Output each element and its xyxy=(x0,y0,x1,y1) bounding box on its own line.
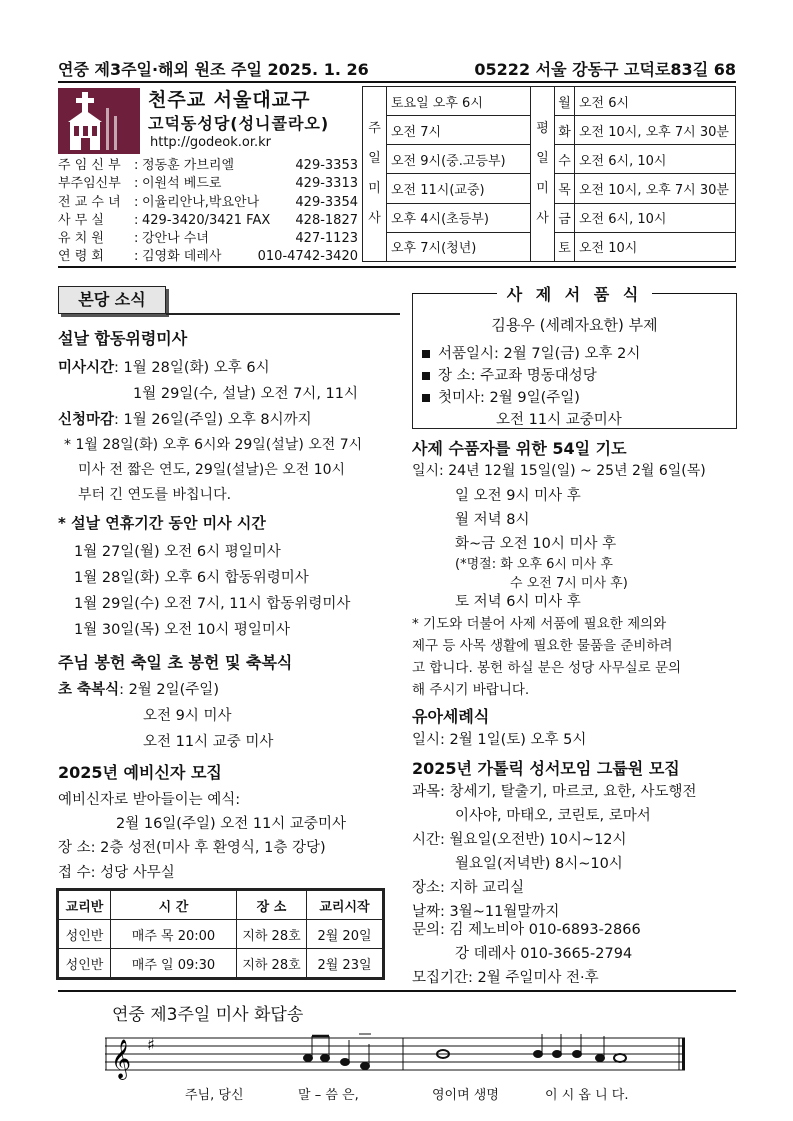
weekday: 월 xyxy=(555,87,575,116)
bible-contact2: 강 데레사 010-3665-2794 xyxy=(455,946,633,962)
prayer-line: 화~금 오전 10시 미사 후 xyxy=(455,536,617,552)
table-cell: 성인반 xyxy=(59,920,111,949)
lyric: 영이며 생명 xyxy=(432,1088,499,1103)
catechumen-title: 2025년 예비신자 모집 xyxy=(58,763,222,782)
bullet-icon xyxy=(422,372,430,380)
offering-line3: 오전 11시 교중 미사 xyxy=(143,734,274,750)
staff-role: 연 령 회 xyxy=(58,249,104,265)
ordination-title: 사 제 서 품 식 xyxy=(412,282,737,305)
bible-period: 모집기간: 2월 주일미사 전·후 xyxy=(412,970,599,986)
lunar-mass-time1: 미사시간: 1월 28일(화) 오후 6시 xyxy=(58,360,270,376)
sunday-mass-label: 주 일 미 사 xyxy=(363,87,387,262)
table-header: 시 간 xyxy=(111,891,237,920)
staff-row: 사 무 실 : 429-3420/3421 FAX 428-1827 xyxy=(58,212,358,230)
offering-line2: 오전 9시 미사 xyxy=(143,708,232,724)
staff-tel: 010-4742-3420 xyxy=(257,249,358,265)
table-header-row xyxy=(59,891,383,920)
weekday-mass-time: 오전 6시, 10시 xyxy=(575,203,736,232)
prayer-line: 월 저녁 8시 xyxy=(455,512,530,528)
staff-tel: 427-1123 xyxy=(295,231,358,247)
staff-list xyxy=(58,157,358,267)
staff-name: 강안나 수녀 xyxy=(142,231,209,247)
ordination-candidate: 김용우 (세례자요한) 부제 xyxy=(491,316,658,334)
staff-row: 주 임 신 부 : 정동훈 가브리엘 429-3353 xyxy=(58,157,358,175)
staff-row: 부주임신부 : 이원석 베드로 429-3313 xyxy=(58,175,358,193)
psalm-title: 연중 제3주일 미사 화답송 xyxy=(112,1005,304,1025)
staff-row: 연 령 회 : 김영화 데레사 010-4742-3420 xyxy=(58,248,358,266)
prayer-note: 해 주시기 바랍니다. xyxy=(412,682,530,698)
staff-name: 김영화 데레사 xyxy=(142,249,222,265)
weekday: 수 xyxy=(555,145,575,174)
footer-divider xyxy=(58,990,736,992)
staff-name: 이원석 베드로 xyxy=(142,176,222,192)
section-underline xyxy=(166,313,400,315)
bible-contact1: 문의: 김 제노비아 010-6893-2866 xyxy=(412,922,641,938)
bible-course2: 이사야, 마태오, 코린토, 로마서 xyxy=(455,808,651,824)
staff-tel: 428-1827 xyxy=(295,212,358,228)
bullet-icon xyxy=(422,350,430,358)
parish-name-line1: 천주교 서울대교구 xyxy=(148,89,311,111)
prayer-line: 일시: 24년 12월 15일(일) ~ 25년 2월 6일(목) xyxy=(412,463,706,479)
lyric: 이 시 옵 니 다. xyxy=(545,1088,629,1103)
bible-title: 2025년 가톨릭 성서모임 그룹원 모집 xyxy=(412,759,680,778)
infant-baptism-title: 유아세례식 xyxy=(412,707,490,726)
sunday-mass-time: 오전 7시 xyxy=(387,116,531,145)
sunday-mass-time: 오후 7시(청년) xyxy=(387,232,531,261)
bible-time2: 월요일(저녁반) 8시~10시 xyxy=(455,856,623,872)
staff-role: 부주임신부 xyxy=(58,176,121,192)
svg-text:♯: ♯ xyxy=(147,1035,155,1054)
music-staff xyxy=(105,1030,690,1084)
date-line: 연중 제3주일·해외 원조 주일 2025. 1. 26 xyxy=(58,59,369,79)
bible-time1: 시간: 월요일(오전반) 10시~12시 xyxy=(412,832,627,848)
weekday-mass-time: 오전 10시, 오후 7시 30분 xyxy=(575,174,736,203)
prayer-note: 고 합니다. 봉헌 하실 분은 성당 사무실로 문의 xyxy=(412,660,682,676)
weekday: 목 xyxy=(555,174,575,203)
staff-role: 사 무 실 xyxy=(58,212,104,228)
lunar-mass-time2: 1월 29일(수, 설날) 오전 7시, 11시 xyxy=(133,386,358,402)
class-schedule-table xyxy=(58,890,383,978)
prayer-note: 제구 등 사목 생활에 필요한 물품을 준비하려 xyxy=(412,638,673,654)
holiday-item: 1월 30일(목) 오전 10시 평일미사 xyxy=(74,622,290,638)
offering-line1: 초 축복식: 2월 2일(주일) xyxy=(58,682,219,698)
weekday-mass-time: 오전 6시, 10시 xyxy=(575,145,736,174)
prayer-note: * 기도와 더불어 사제 서품에 필요한 제의와 xyxy=(412,616,667,632)
catechumen-line1: 예비신자로 받아들이는 예식: xyxy=(58,792,241,808)
lyric: 주님, 당신 xyxy=(185,1088,244,1103)
prayer-line: 토 저녁 6시 미사 후 xyxy=(455,594,581,610)
mass-schedule-table xyxy=(362,86,736,262)
header-line xyxy=(58,55,736,81)
staff-tel: 429-3354 xyxy=(295,194,358,210)
staff-row: 전 교 수 녀 : 이율리안나,박요안나 429-3354 xyxy=(58,194,358,212)
section-title: 본당 소식 xyxy=(58,286,166,314)
weekday: 화 xyxy=(555,116,575,145)
lunar-mass-title: 설날 합동위령미사 xyxy=(58,329,188,348)
prayer-title: 사제 수품자를 위한 54일 기도 xyxy=(412,439,627,458)
sunday-mass-time: 오전 9시(중.고등부) xyxy=(387,145,531,174)
lunar-note1: * 1월 28일(화) 오후 6시와 29일(설날) 오전 7시 xyxy=(64,437,363,453)
table-cell: 지하 28호 xyxy=(237,920,307,949)
lunar-deadline: 신청마감: 1월 26일(주일) 오후 8시까지 xyxy=(58,412,312,428)
staff-role: 주 임 신 부 xyxy=(58,158,121,173)
church-logo-icon xyxy=(58,88,140,154)
weekday-mass-time: 오전 6시 xyxy=(575,87,736,116)
table-cell: 2월 23일 xyxy=(307,949,383,978)
weekday-mass-time: 오전 10시, 오후 7시 30분 xyxy=(575,116,736,145)
ordination-first-mass-time: 오전 11시 교중미사 xyxy=(496,412,622,428)
ordination-item: 첫미사: 2월 9일(주일) xyxy=(422,386,580,407)
staff-name: 429-3420/3421 FAX xyxy=(142,212,271,228)
sunday-mass-time: 오전 11시(교중) xyxy=(387,174,531,203)
sunday-mass-time: 토요일 오후 6시 xyxy=(387,87,531,116)
prayer-line: 수 오전 7시 미사 후) xyxy=(510,576,628,591)
table-row xyxy=(59,949,383,978)
prayer-line: (*명절: 화 오후 6시 미사 후 xyxy=(455,557,613,572)
parish-url[interactable]: http://godeok.or.kr xyxy=(150,135,272,150)
parish-name xyxy=(148,88,358,136)
offering-title: 주님 봉헌 축일 초 봉헌 및 축복식 xyxy=(58,653,293,672)
table-cell: 매주 일 09:30 xyxy=(111,949,237,978)
ordination-item: 서품일시: 2월 7일(금) 오후 2시 xyxy=(422,342,640,363)
prayer-line: 일 오전 9시 미사 후 xyxy=(455,488,581,504)
holiday-item: 1월 28일(화) 오후 6시 합동위령미사 xyxy=(74,570,309,586)
lunar-note3: 부터 긴 연도를 바칩니다. xyxy=(78,487,232,503)
weekday: 금 xyxy=(555,203,575,232)
weekday: 토 xyxy=(555,232,575,261)
lunar-note2: 미사 전 짧은 연도, 29일(설날)은 오전 10시 xyxy=(78,462,346,478)
staff-tel: 429-3353 xyxy=(295,158,358,173)
holiday-title: * 설날 연휴기간 동안 미사 시간 xyxy=(58,514,266,532)
parish-name-line2: 고덕동성당(성니콜라오) xyxy=(148,114,330,133)
bible-dates: 날짜: 3월~11월말까지 xyxy=(412,904,560,920)
weekday-mass-label: 평 일 미 사 xyxy=(531,87,555,262)
table-cell: 매주 목 20:00 xyxy=(111,920,237,949)
holiday-item: 1월 27일(월) 오전 6시 평일미사 xyxy=(74,544,281,560)
catechumen-line2: 2월 16일(주일) 오전 11시 교중미사 xyxy=(116,816,346,832)
bullet-icon xyxy=(422,394,430,402)
staff-role: 유 치 원 xyxy=(58,231,104,247)
address: 05222 서울 강동구 고덕로83길 68 xyxy=(474,59,736,79)
holiday-item: 1월 29일(수) 오전 7시, 11시 합동위령미사 xyxy=(74,596,351,612)
table-header: 장 소 xyxy=(237,891,307,920)
table-cell: 성인반 xyxy=(59,949,111,978)
weekday-mass-time: 오전 10시 xyxy=(575,232,736,261)
staff-row: 유 치 원 : 강안나 수녀 427-1123 xyxy=(58,230,358,248)
catechumen-place: 장 소: 2층 성전(미사 후 환영식, 1층 강당) xyxy=(58,840,326,856)
sunday-mass-time: 오후 4시(초등부) xyxy=(387,203,531,232)
table-row xyxy=(59,920,383,949)
table-header: 교리반 xyxy=(59,891,111,920)
staff-role: 전 교 수 녀 xyxy=(58,194,121,210)
staff-name: 이율리안나,박요안나 xyxy=(142,194,260,210)
lyric: 말 – 씀 은, xyxy=(298,1088,359,1103)
svg-text:𝄞: 𝄞 xyxy=(111,1039,132,1079)
infant-baptism-line: 일시: 2월 1일(토) 오후 5시 xyxy=(412,732,587,748)
staff-tel: 429-3313 xyxy=(295,176,358,192)
ordination-item: 장 소: 주교좌 명동대성당 xyxy=(422,364,597,385)
bible-course1: 과목: 창세기, 탈출기, 마르코, 요한, 사도행전 xyxy=(412,784,697,800)
catechumen-reception: 접 수: 성당 사무실 xyxy=(58,865,175,881)
bible-place: 장소: 지하 교리실 xyxy=(412,880,525,896)
staff-name: 정동훈 가브리엘 xyxy=(142,158,235,173)
table-cell: 2월 20일 xyxy=(307,920,383,949)
table-header: 교리시작 xyxy=(307,891,383,920)
header-divider xyxy=(58,81,736,83)
header-bottom-divider xyxy=(58,266,736,268)
table-cell: 지하 28호 xyxy=(237,949,307,978)
